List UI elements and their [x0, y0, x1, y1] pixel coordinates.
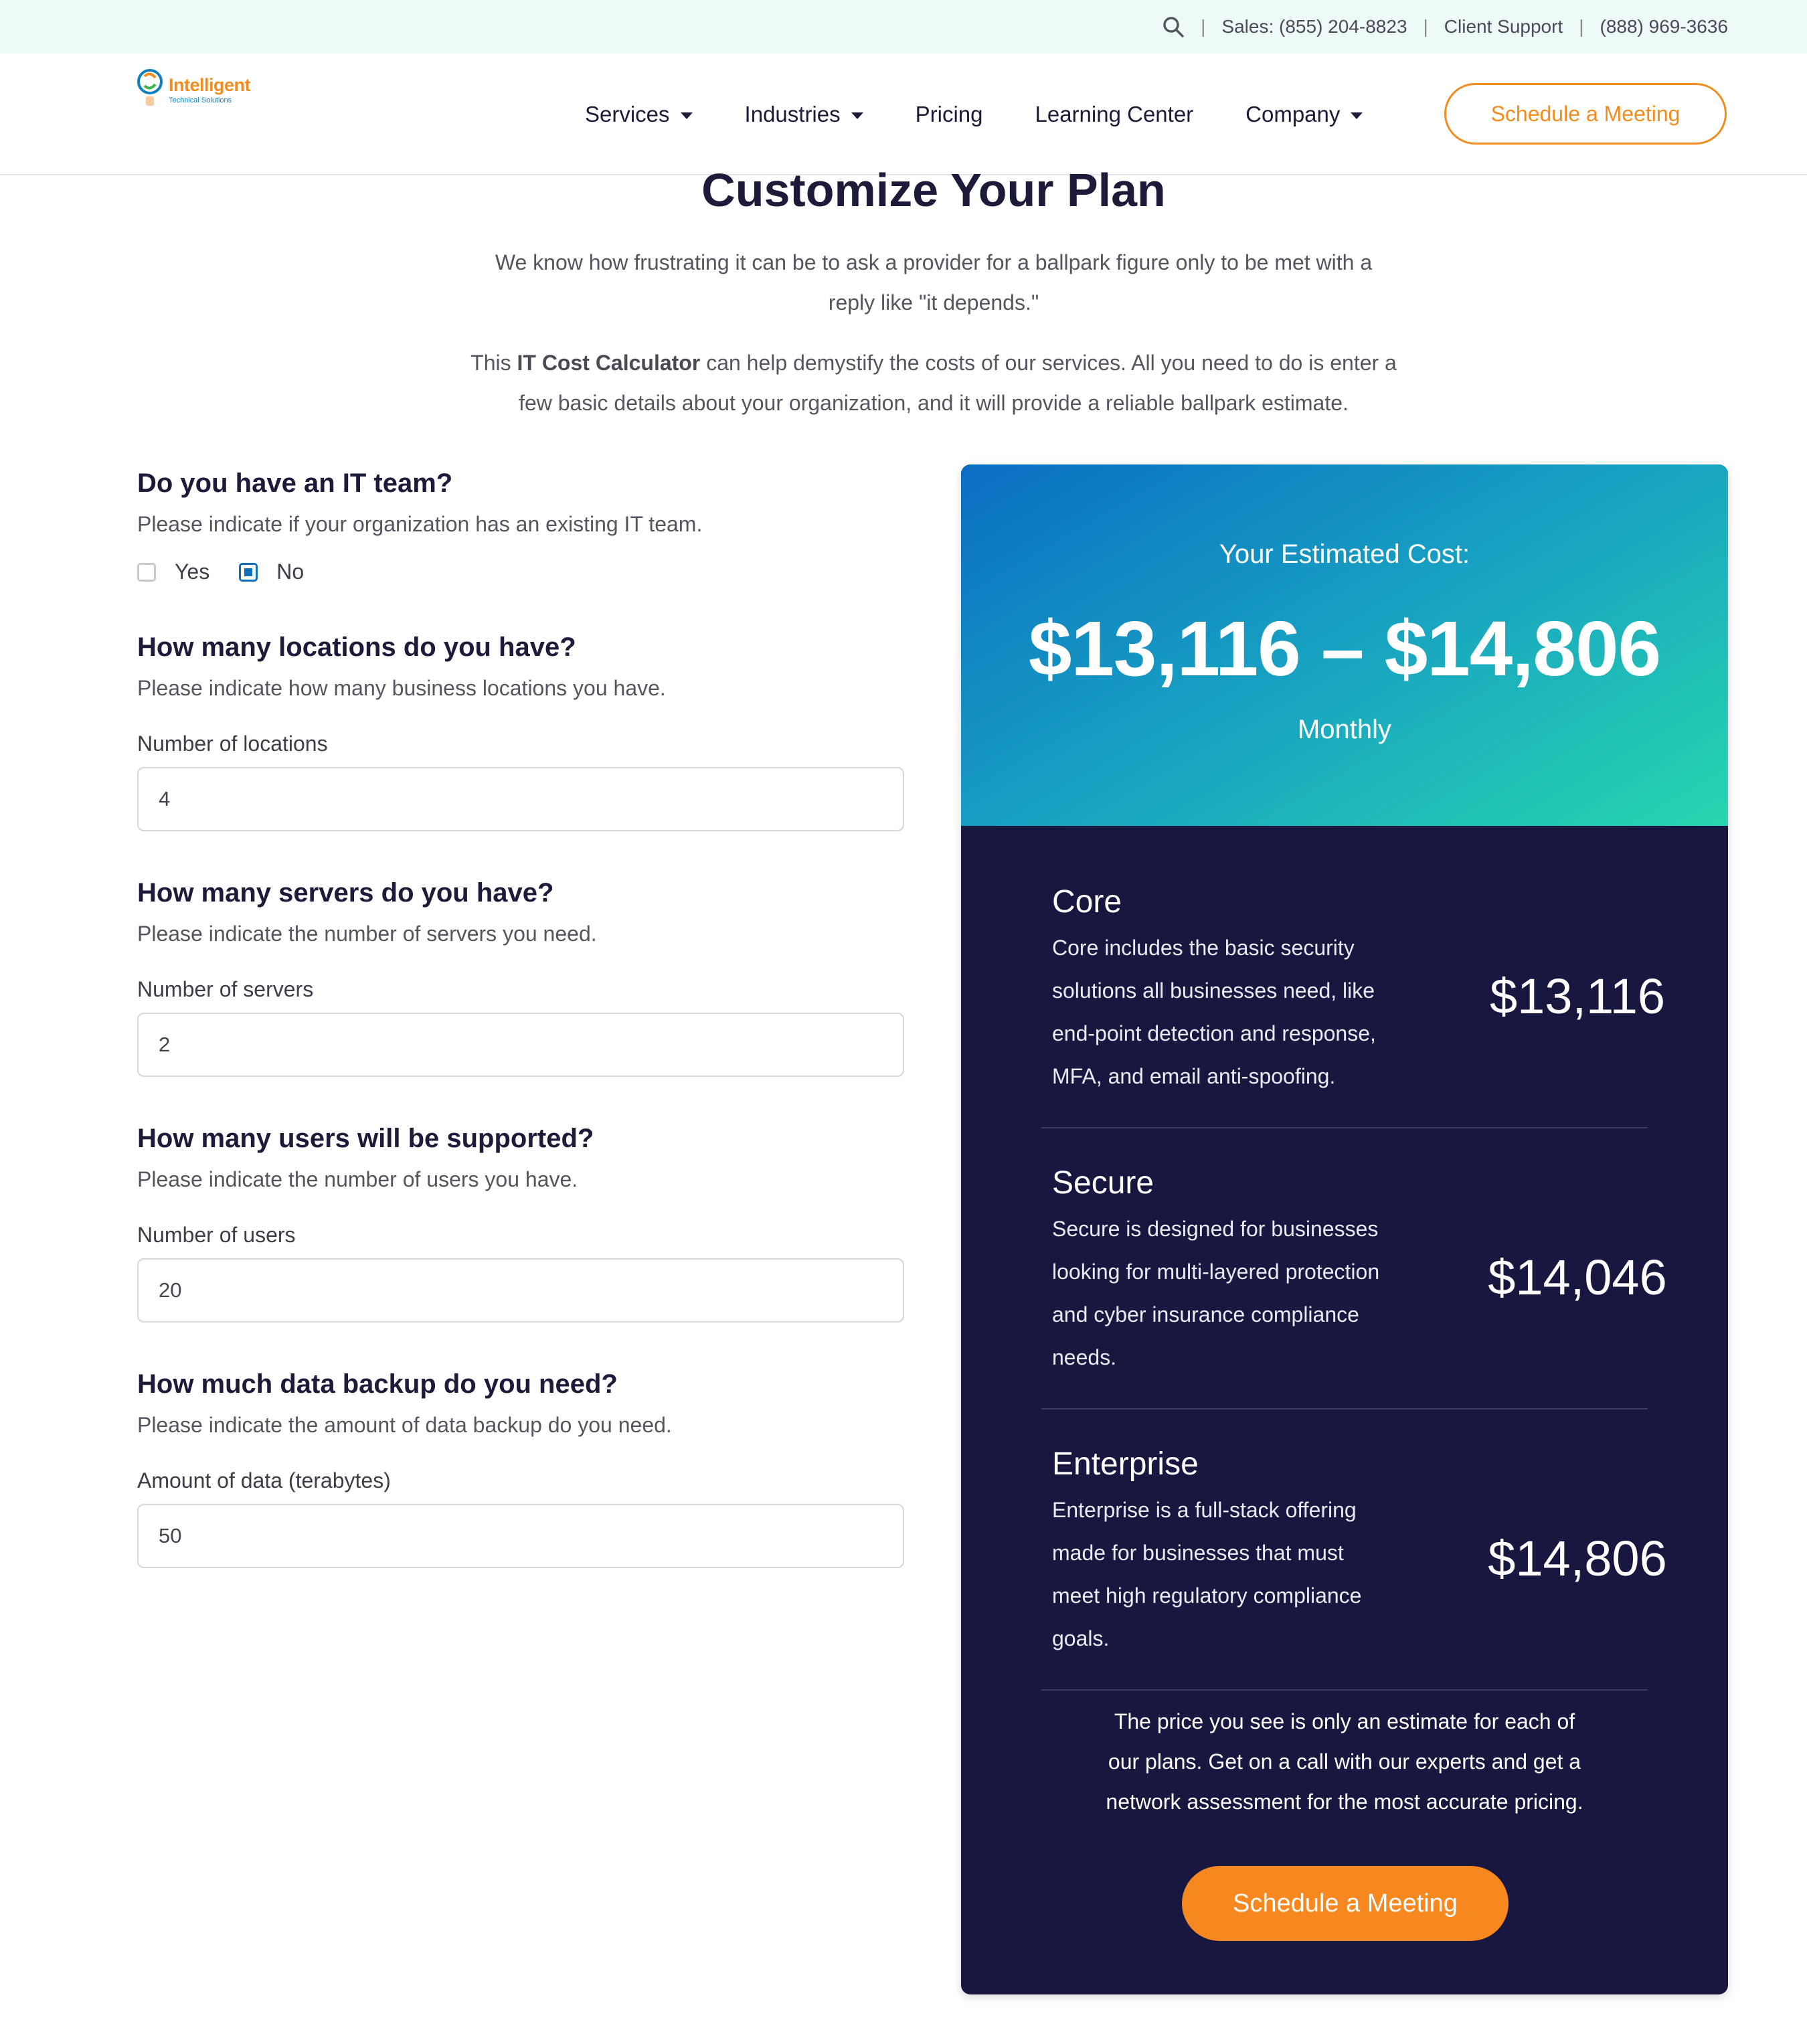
estimate-label: Your Estimated Cost:: [1219, 539, 1470, 569]
it-team-question: [137, 469, 904, 584]
sales-phone-link[interactable]: Sales: (855) 204-8823: [1221, 16, 1407, 37]
yes-checkbox[interactable]: [137, 563, 156, 582]
nav-label: Services: [585, 102, 670, 126]
locations-input[interactable]: [137, 767, 904, 831]
separator: |: [1423, 16, 1428, 37]
separator: |: [1201, 16, 1206, 37]
intro-line: few basic details about your organization, and it will provide a reliable ballpark estimate.: [519, 391, 1349, 415]
top-utility-bar: [0, 0, 1807, 54]
main-nav: [585, 54, 1415, 175]
chevron-down-icon: [1351, 112, 1363, 119]
divider: [1041, 1127, 1648, 1128]
plan-price: $14,046: [1488, 1250, 1667, 1305]
plan-description-line: and cyber insurance compliance: [1052, 1302, 1359, 1327]
plan-description: [1052, 1207, 1454, 1379]
field-label: Number of servers: [137, 977, 314, 1001]
estimate-period: Monthly: [1297, 715, 1392, 744]
divider: [1041, 1689, 1648, 1691]
plan-description-line: made for businesses that must: [1052, 1541, 1344, 1565]
disclaimer-line: our plans. Get on a call with our experts and get a: [1108, 1750, 1581, 1774]
question-hint: Please indicate the number of users you have.: [137, 1167, 578, 1191]
question-hint: Please indicate how many business locations you have.: [137, 676, 666, 700]
chevron-down-icon: [851, 112, 863, 119]
intro-text: can help demystify the costs of our services. All you need to do is enter a: [700, 351, 1397, 375]
plan-description-line: end-point detection and response,: [1052, 1021, 1376, 1045]
question-hint: Please indicate if your organization has an existing IT team.: [137, 512, 703, 536]
plan-description-line: Secure is designed for businesses: [1052, 1217, 1379, 1241]
header-schedule-meeting-button[interactable]: Schedule a Meeting: [1444, 83, 1727, 145]
nav-services[interactable]: [585, 102, 693, 127]
plan-description-line: meet high regulatory compliance: [1052, 1584, 1362, 1608]
question-hint: Please indicate the amount of data backup do you need.: [137, 1413, 672, 1437]
servers-input[interactable]: [137, 1013, 904, 1077]
plan-description-line: goals.: [1052, 1626, 1110, 1650]
plan-description: [1052, 1488, 1454, 1660]
estimate-disclaimer: [1068, 1701, 1621, 1822]
no-label[interactable]: No: [276, 560, 305, 584]
estimate-card: [961, 464, 1728, 1994]
calculator-name: IT Cost Calculator: [517, 351, 701, 375]
plan-secure: [961, 1165, 1728, 1446]
plan-description-line: looking for multi-layered protection: [1052, 1260, 1380, 1284]
question-heading: Do you have an IT team?: [137, 469, 453, 498]
support-phone-link[interactable]: (888) 969-3636: [1600, 16, 1728, 37]
field-label: Number of locations: [137, 732, 328, 756]
plan-name: Enterprise: [1052, 1446, 1199, 1482]
logo-subtext: Technical Solutions: [169, 96, 232, 104]
nav-label: Industries: [744, 102, 841, 126]
users-question: [137, 1124, 904, 1323]
intro-line: [415, 343, 1452, 383]
intro-line: reply like "it depends.": [828, 290, 1039, 315]
topbar-links: [1162, 0, 1728, 54]
no-checkbox[interactable]: [239, 563, 258, 582]
nav-company[interactable]: [1245, 102, 1363, 127]
plan-name: Secure: [1052, 1165, 1154, 1201]
locations-question: [137, 632, 904, 831]
page-title: Customize Your Plan: [701, 164, 1166, 216]
question-heading: How many servers do you have?: [137, 878, 554, 908]
nav-industries[interactable]: [745, 102, 863, 127]
intro-paragraph-1: [415, 242, 1452, 323]
nav-pricing[interactable]: [916, 102, 983, 127]
divider: [1041, 1408, 1648, 1410]
users-input[interactable]: [137, 1258, 904, 1323]
plan-description-line: needs.: [1052, 1345, 1117, 1369]
logo[interactable]: [137, 67, 250, 116]
servers-question: [137, 878, 904, 1077]
plan-description-line: MFA, and email anti-spoofing.: [1052, 1064, 1336, 1088]
cost-calculator-form: [137, 469, 904, 1568]
site-header: [0, 54, 1807, 175]
plan-price: $13,116: [1490, 968, 1665, 1024]
plan-description-line: Core includes the basic security: [1052, 936, 1355, 960]
chevron-down-icon: [681, 112, 693, 119]
plan-core: [961, 883, 1728, 1165]
disclaimer-line: network assessment for the most accurate pricing.: [1106, 1790, 1583, 1814]
nav-label: Company: [1245, 102, 1341, 126]
plan-price: $14,806: [1488, 1531, 1667, 1586]
nav-label: Learning Center: [1035, 102, 1194, 126]
intro-paragraph-2: [415, 343, 1452, 423]
question-hint: Please indicate the number of servers you need.: [137, 922, 597, 946]
yes-label[interactable]: Yes: [175, 560, 210, 584]
field-label: Amount of data (terabytes): [137, 1468, 391, 1493]
client-support-link[interactable]: Client Support: [1444, 16, 1563, 37]
question-heading: How many users will be supported?: [137, 1124, 594, 1153]
plan-description: [1052, 926, 1454, 1098]
card-schedule-meeting-button[interactable]: Schedule a Meeting: [1182, 1866, 1509, 1941]
field-label: Number of users: [137, 1223, 296, 1247]
plan-enterprise: [961, 1446, 1728, 1727]
backup-question: [137, 1369, 904, 1568]
intro-text: This: [470, 351, 517, 375]
estimate-summary: [961, 464, 1728, 826]
intro-line: We know how frustrating it can be to ask a provider for a ballpark figure only to be met with a: [495, 250, 1373, 274]
nav-learning-center[interactable]: [1035, 102, 1194, 127]
estimate-range: $13,116 – $14,806: [1028, 605, 1661, 692]
question-heading: How many locations do you have?: [137, 632, 576, 662]
separator: |: [1579, 16, 1584, 37]
disclaimer-line: The price you see is only an estimate for each of: [1114, 1709, 1575, 1733]
plan-description-line: solutions all businesses need, like: [1052, 978, 1375, 1003]
data-backup-input[interactable]: [137, 1504, 904, 1568]
search-icon[interactable]: [1162, 15, 1185, 38]
it-team-options: [137, 560, 904, 584]
plan-description-line: Enterprise is a full-stack offering: [1052, 1498, 1357, 1522]
plan-name: Core: [1052, 884, 1122, 920]
logo-text: Intelligent: [169, 75, 250, 95]
question-heading: How much data backup do you need?: [137, 1369, 618, 1399]
nav-label: Pricing: [915, 102, 983, 126]
logo-mark-icon: [137, 67, 169, 116]
